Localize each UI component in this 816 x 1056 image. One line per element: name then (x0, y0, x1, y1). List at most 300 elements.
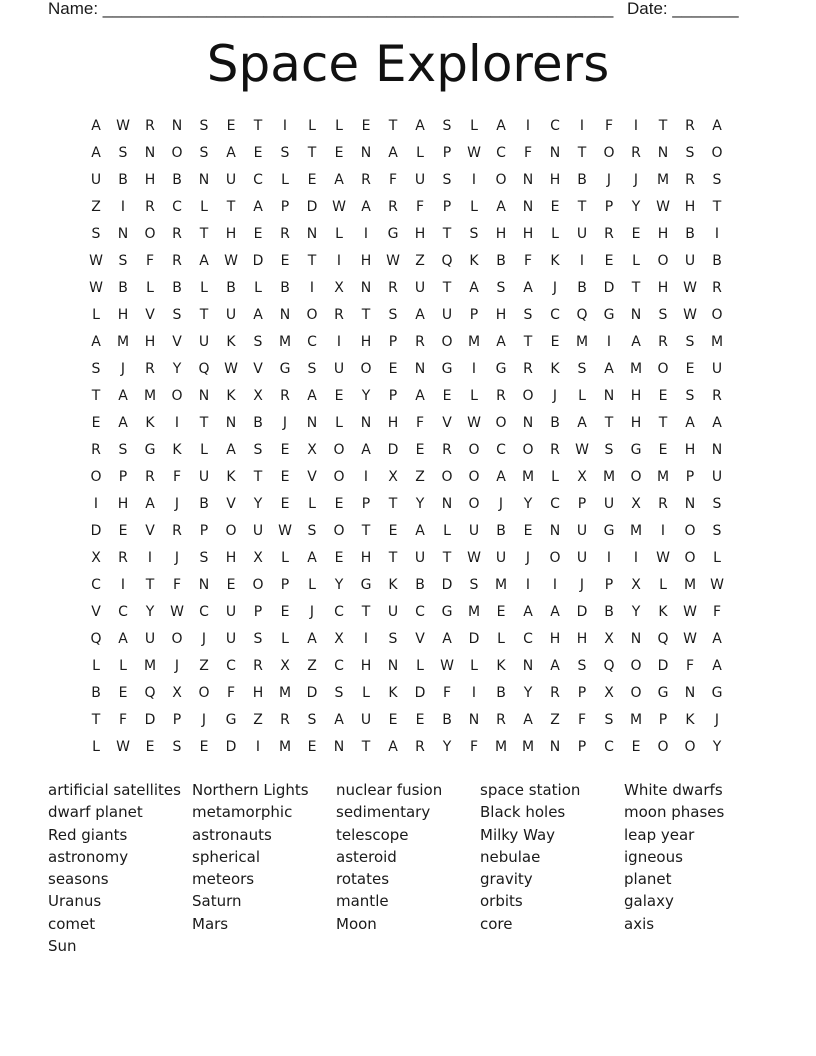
grid-letter: G (603, 523, 615, 539)
grid-letter: X (91, 550, 101, 566)
grid-letter: O (657, 739, 669, 755)
grid-letter: C (415, 604, 425, 620)
grid-letter: Q (603, 658, 615, 674)
grid-letter: B (226, 280, 236, 296)
grid-letter: I (714, 226, 720, 242)
grid-letter: B (253, 415, 263, 431)
grid-letter: N (225, 415, 237, 431)
grid-letter: F (415, 415, 425, 431)
grid-letter: F (523, 145, 533, 161)
grid-letter: S (577, 658, 587, 674)
grid-letter: P (577, 496, 587, 512)
grid-letter: N (306, 415, 318, 431)
grid-letter: N (198, 577, 210, 593)
word-item: Black holes (480, 803, 566, 822)
grid-letter: E (658, 442, 668, 458)
grid-letter: E (631, 226, 641, 242)
grid-letter: W (170, 604, 184, 620)
grid-letter: C (550, 307, 560, 323)
grid-letter: R (361, 172, 371, 188)
grid-row (91, 685, 722, 701)
grid-letter: E (334, 145, 344, 161)
grid-letter: W (683, 604, 697, 620)
grid-letter: N (630, 307, 642, 323)
grid-letter: X (334, 631, 344, 647)
grid-letter: S (712, 523, 722, 539)
grid-letter: M (602, 469, 616, 485)
grid-letter: O (711, 307, 723, 323)
grid-letter: I (525, 577, 531, 593)
word-item: core (480, 914, 513, 933)
grid-letter: W (683, 280, 697, 296)
grid-letter: R (604, 226, 614, 242)
grid-letter: V (442, 415, 452, 431)
grid-letter: L (632, 253, 640, 269)
grid-letter: A (91, 145, 101, 161)
grid-letter: S (469, 226, 479, 242)
word-item: planet (624, 870, 672, 889)
grid-letter: A (550, 658, 560, 674)
grid-letter: H (576, 631, 588, 647)
grid-letter: F (118, 712, 128, 728)
grid-letter: Y (334, 577, 344, 593)
date-field-label: Date: _______ (627, 0, 739, 18)
grid-letter: I (363, 226, 369, 242)
grid-letter: D (225, 739, 237, 755)
grid-letter: S (118, 253, 128, 269)
word-item: nebulae (480, 847, 541, 866)
grid-letter: P (442, 145, 452, 161)
grid-letter: U (414, 550, 426, 566)
grid-letter: O (684, 523, 696, 539)
grid-letter: W (278, 523, 292, 539)
grid-letter: E (253, 145, 263, 161)
grid-letter: I (93, 496, 99, 512)
grid-letter: B (172, 172, 182, 188)
grid-letter: E (442, 388, 452, 404)
grid-row (92, 361, 723, 377)
grid-letter: A (577, 415, 587, 431)
grid-letter: M (629, 361, 643, 377)
grid-letter: R (712, 280, 722, 296)
grid-letter: U (576, 226, 588, 242)
grid-letter: N (360, 145, 372, 161)
grid-letter: E (523, 523, 533, 539)
grid-letter: S (172, 739, 182, 755)
grid-letter: M (467, 604, 481, 620)
grid-letter: M (656, 469, 670, 485)
grid-letter: E (118, 685, 128, 701)
grid-letter: L (551, 226, 559, 242)
grid-letter: H (225, 550, 237, 566)
grid-letter: U (90, 172, 102, 188)
grid-letter: Y (172, 361, 182, 377)
grid-letter: A (712, 631, 722, 647)
grid-letter: C (550, 118, 560, 134)
grid-letter: U (414, 280, 426, 296)
grid-letter: A (118, 388, 128, 404)
grid-letter: A (118, 415, 128, 431)
grid-letter: O (225, 523, 237, 539)
grid-letter: H (630, 388, 642, 404)
grid-letter: X (388, 469, 398, 485)
grid-letter: D (657, 658, 669, 674)
grid-letter: M (521, 739, 535, 755)
grid-row (94, 496, 722, 512)
grid-letter: L (92, 658, 100, 674)
grid-letter: I (606, 334, 612, 350)
grid-letter: S (442, 118, 452, 134)
grid-letter: O (360, 361, 372, 377)
word-item: dwarf planet (48, 803, 143, 822)
grid-letter: U (225, 631, 237, 647)
name-field-label: Name: ______________________________________________________ (48, 0, 614, 18)
grid-letter: A (388, 739, 398, 755)
grid-letter: A (523, 604, 533, 620)
grid-letter: T (577, 199, 587, 215)
grid-letter: A (361, 199, 371, 215)
grid-letter: T (361, 523, 371, 539)
grid-letter: O (522, 388, 534, 404)
grid-letter: I (471, 685, 477, 701)
grid-letter: R (145, 118, 155, 134)
grid-row (91, 604, 721, 620)
grid-letter: S (334, 685, 344, 701)
grid-letter: H (360, 550, 372, 566)
grid-letter: N (171, 118, 183, 134)
grid-letter: N (198, 388, 210, 404)
grid-row (91, 145, 722, 161)
grid-letter: N (657, 145, 669, 161)
grid-letter: E (253, 226, 263, 242)
grid-letter: X (253, 550, 263, 566)
grid-letter: O (630, 685, 642, 701)
grid-letter: O (468, 442, 480, 458)
grid-letter: E (361, 118, 371, 134)
grid-letter: R (550, 442, 560, 458)
grid-letter: E (388, 523, 398, 539)
grid-letter: K (388, 577, 398, 593)
grid-letter: N (360, 415, 372, 431)
grid-letter: R (91, 442, 101, 458)
grid-letter: L (443, 523, 451, 539)
word-item: Milky Way (480, 825, 556, 844)
grid-letter: N (684, 685, 696, 701)
grid-letter: T (199, 415, 209, 431)
grid-letter: O (144, 226, 156, 242)
grid-letter: S (199, 145, 209, 161)
grid-letter: C (604, 739, 614, 755)
word-item: Saturn (192, 892, 242, 911)
grid-letter: J (201, 712, 207, 728)
grid-letter: M (278, 334, 292, 350)
grid-letter: K (388, 685, 398, 701)
grid-letter: R (631, 145, 641, 161)
word-column (480, 779, 624, 935)
grid-letter: F (172, 469, 182, 485)
grid-letter: T (712, 199, 722, 215)
grid-row (91, 118, 722, 134)
word-item: Uranus (48, 892, 102, 911)
grid-letter: M (710, 334, 724, 350)
grid-letter: K (226, 388, 236, 404)
grid-letter: X (631, 577, 641, 593)
grid-letter: F (172, 577, 182, 593)
grid-letter: R (280, 388, 290, 404)
grid-letter: J (552, 280, 558, 296)
grid-letter: O (441, 334, 453, 350)
grid-letter: O (684, 739, 696, 755)
grid-letter: I (471, 361, 477, 377)
grid-letter: I (471, 172, 477, 188)
grid-letter: L (416, 145, 424, 161)
grid-letter: M (143, 658, 157, 674)
grid-letter: T (253, 469, 263, 485)
grid-letter: G (630, 442, 642, 458)
grid-letter: F (577, 712, 587, 728)
grid-letter: I (363, 631, 369, 647)
grid-letter: D (306, 199, 318, 215)
grid-letter: Y (145, 604, 155, 620)
grid-letter: H (684, 199, 696, 215)
grid-letter: S (658, 307, 668, 323)
grid-letter: J (498, 496, 504, 512)
grid-letter: D (90, 523, 102, 539)
word-item: spherical (192, 847, 261, 866)
grid-letter: C (307, 334, 317, 350)
grid-letter: T (523, 334, 533, 350)
grid-letter: S (307, 361, 317, 377)
grid-letter: X (307, 442, 317, 458)
grid-letter: U (576, 550, 588, 566)
grid-letter: S (253, 631, 263, 647)
grid-letter: A (145, 496, 155, 512)
grid-letter: L (281, 631, 289, 647)
grid-letter: G (279, 361, 291, 377)
grid-letter: R (172, 523, 182, 539)
grid-letter: P (199, 523, 209, 539)
grid-letter: J (309, 604, 315, 620)
word-item: comet (48, 914, 96, 933)
grid-letter: J (552, 388, 558, 404)
grid-letter: Y (631, 199, 641, 215)
grid-row (91, 199, 722, 215)
grid-letter: L (308, 577, 316, 593)
grid-letter: J (633, 172, 639, 188)
grid-letter: Q (657, 631, 669, 647)
grid-letter: H (117, 496, 129, 512)
grid-letter: X (631, 496, 641, 512)
grid-letter: Y (253, 496, 263, 512)
grid-letter: I (309, 280, 315, 296)
grid-letter: W (575, 442, 589, 458)
grid-letter: C (550, 496, 560, 512)
grid-letter: N (630, 631, 642, 647)
grid-letter: H (225, 226, 237, 242)
grid-letter: L (308, 496, 316, 512)
grid-letter: W (116, 739, 130, 755)
grid-letter: C (334, 658, 344, 674)
grid-letter: D (441, 577, 453, 593)
grid-letter: W (89, 253, 103, 269)
grid-letter: M (278, 685, 292, 701)
grid-letter: E (496, 604, 506, 620)
grid-letter: O (333, 442, 345, 458)
grid-letter: E (280, 496, 290, 512)
grid-letter: E (334, 550, 344, 566)
grid-letter: I (282, 118, 288, 134)
grid-letter: S (577, 361, 587, 377)
grid-row (91, 388, 722, 404)
word-column (192, 779, 336, 935)
grid-letter: K (172, 442, 182, 458)
grid-letter: Q (90, 631, 102, 647)
grid-letter: N (603, 388, 615, 404)
word-item: leap year (624, 825, 695, 844)
grid-letter: U (711, 469, 723, 485)
grid-letter: H (387, 415, 399, 431)
grid-row (92, 415, 723, 431)
grid-letter: F (523, 253, 533, 269)
grid-letter: K (226, 334, 236, 350)
grid-letter: N (522, 199, 534, 215)
grid-letter: C (91, 577, 101, 593)
grid-letter: Y (415, 496, 425, 512)
grid-letter: W (440, 658, 454, 674)
grid-letter: T (442, 280, 452, 296)
grid-letter: R (442, 442, 452, 458)
word-item: artificial satellites (48, 781, 181, 799)
grid-letter: N (306, 226, 318, 242)
grid-letter: J (606, 172, 612, 188)
grid-letter: A (685, 415, 695, 431)
grid-letter: E (91, 415, 101, 431)
grid-letter: P (604, 199, 614, 215)
grid-letter: C (199, 604, 209, 620)
grid-letter: S (307, 523, 317, 539)
grid-letter: U (441, 307, 453, 323)
grid-letter: B (118, 172, 128, 188)
grid-letter: K (469, 253, 479, 269)
grid-letter: M (494, 739, 508, 755)
grid-letter: O (198, 685, 210, 701)
grid-letter: B (415, 577, 425, 593)
grid-letter: L (146, 280, 154, 296)
grid-letter: R (658, 334, 668, 350)
grid-letter: R (145, 469, 155, 485)
grid-letter: C (334, 604, 344, 620)
grid-letter: E (388, 361, 398, 377)
grid-row (91, 523, 722, 539)
grid-letter: P (685, 469, 695, 485)
grid-letter: A (496, 118, 506, 134)
grid-letter: T (145, 577, 155, 593)
grid-letter: W (683, 631, 697, 647)
grid-letter: A (604, 361, 614, 377)
grid-letter: S (469, 577, 479, 593)
grid-letter: R (658, 496, 668, 512)
grid-letter: D (306, 685, 318, 701)
grid-letter: S (685, 388, 695, 404)
grid-letter: E (307, 739, 317, 755)
grid-letter: B (442, 712, 452, 728)
grid-letter: A (253, 307, 263, 323)
grid-row (91, 577, 724, 593)
grid-letter: P (577, 685, 587, 701)
grid-letter: H (252, 685, 264, 701)
grid-letter: I (255, 739, 261, 755)
grid-letter: A (334, 712, 344, 728)
grid-letter: S (496, 280, 506, 296)
grid-row (91, 550, 721, 566)
word-item: Mars (192, 914, 229, 933)
grid-letter: O (495, 172, 507, 188)
grid-row (91, 172, 722, 188)
grid-letter: H (414, 226, 426, 242)
grid-letter: A (307, 550, 317, 566)
grid-letter: O (603, 145, 615, 161)
grid-letter: V (415, 631, 425, 647)
grid-letter: U (387, 604, 399, 620)
grid-letter: H (360, 334, 372, 350)
grid-letter: B (577, 280, 587, 296)
grid-letter: E (415, 442, 425, 458)
grid-letter: F (226, 685, 236, 701)
word-column (624, 779, 768, 935)
word-item: Red giants (48, 825, 128, 844)
grid-letter: A (226, 442, 236, 458)
grid-letter: O (171, 631, 183, 647)
grid-letter: A (226, 145, 236, 161)
grid-letter: M (494, 577, 508, 593)
grid-letter: K (226, 469, 236, 485)
grid-letter: L (659, 577, 667, 593)
grid-letter: E (226, 577, 236, 593)
grid-letter: O (468, 469, 480, 485)
word-item: astronomy (48, 847, 129, 866)
grid-letter: A (496, 334, 506, 350)
grid-row (89, 253, 722, 269)
grid-letter: B (172, 280, 182, 296)
grid-letter: E (226, 118, 236, 134)
grid-letter: C (523, 631, 533, 647)
grid-letter: R (145, 199, 155, 215)
grid-letter: C (172, 199, 182, 215)
grid-letter: F (145, 253, 155, 269)
grid-letter: E (388, 712, 398, 728)
grid-letter: O (171, 145, 183, 161)
grid-letter: O (657, 361, 669, 377)
grid-letter: U (360, 712, 372, 728)
grid-letter: S (685, 145, 695, 161)
grid-letter: A (199, 253, 209, 269)
grid-letter: I (336, 334, 342, 350)
grid-letter: N (117, 226, 129, 242)
grid-letter: H (495, 226, 507, 242)
grid-letter: Z (253, 712, 263, 728)
grid-letter: H (522, 226, 534, 242)
grid-letter: M (278, 739, 292, 755)
grid-letter: H (495, 307, 507, 323)
grid-letter: J (282, 415, 288, 431)
grid-letter: C (496, 145, 506, 161)
grid-letter: L (92, 739, 100, 755)
grid-letter: A (415, 388, 425, 404)
grid-letter: A (253, 199, 263, 215)
word-item: seasons (48, 870, 109, 889)
grid-letter: B (280, 280, 290, 296)
grid-letter: E (145, 739, 155, 755)
